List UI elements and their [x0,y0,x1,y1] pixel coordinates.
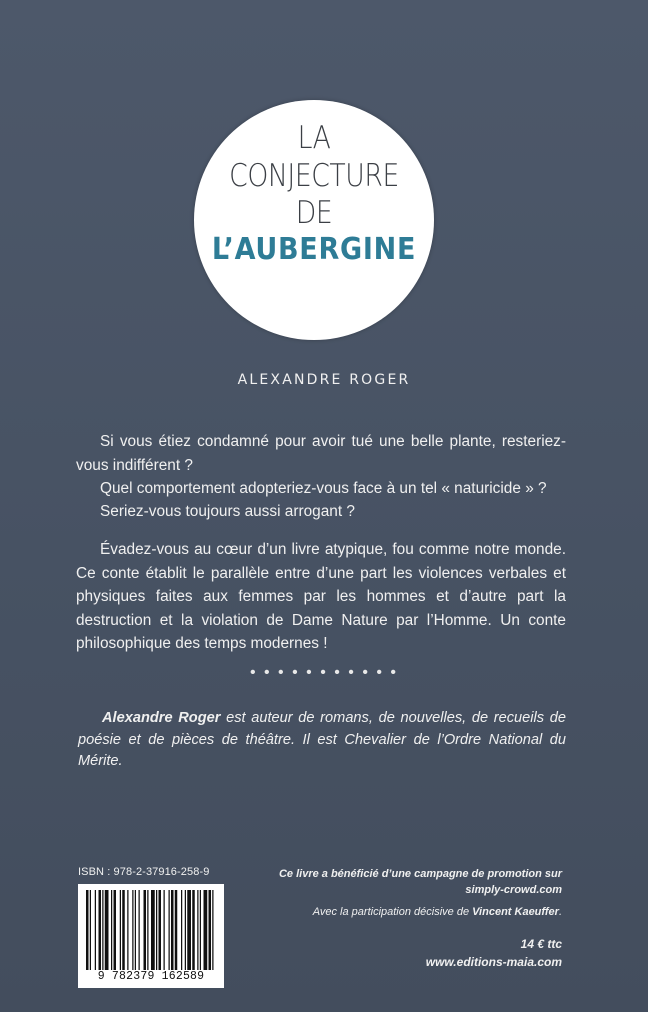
participation-name: Vincent Kaeuffer [472,906,559,918]
title-line-4: L’AUBERGINE [211,232,417,267]
participation-prefix: Avec la participation décisive de [312,906,473,918]
title-line-2: CONJECTURE [229,158,399,194]
barcode-bar [209,890,212,970]
blurb-question-2: Quel comportement adopteriez-vous face à un tel « naturicide » ? [100,480,547,497]
barcode-bar [171,890,174,970]
barcode-bar [169,890,170,970]
blurb-paragraph: Évadez-vous au cœur d’un livre atypique, fou comme notre monde. Ce conte établit le parallèle entre d’une part les violences verbales et physiques faites aux femmes par les hommes et d’autre part la destruction et la violation de Dame Nature par l’Homme. Un conte philosophique des temps modernes ! [76,541,566,652]
promo-line-2: simply-crowd.com [465,884,562,896]
barcode-bar [181,890,182,970]
barcode-bar [187,890,191,970]
barcode-bar [105,890,109,970]
title-circle [194,100,434,340]
blurb-question-3: Seriez-vous toujours aussi arrogant ? [100,503,355,520]
barcode-bar [151,890,155,970]
barcode-bar [197,890,198,970]
barcode-bar [132,890,133,970]
barcode-bar [185,890,186,970]
isbn-label: ISBN : 978-2-37916-258-9 [78,866,210,878]
barcode-bar [102,890,103,970]
barcode-bar [159,890,162,970]
separator-dots: • • • • • • • • • • • [249,664,399,681]
barcode [78,884,224,988]
participation-suffix: . [558,906,562,918]
barcode-bar [111,890,112,970]
title-line-3: DE [295,195,333,231]
barcode-bar [144,890,147,970]
barcode-bar [147,890,148,970]
participation-line [272,904,562,920]
bio-text: est auteur de romans, de nouvelles, de recueils de poésie et de pièces de théâtre. Il est Chevalier de l’Ordre National du Mérite. [78,710,566,769]
barcode-bar [204,890,208,970]
barcode-bar [114,890,117,970]
barcode-bar [139,890,140,970]
barcode-bar [156,890,157,970]
bio-author-name: Alexandre Roger [102,710,221,726]
blurb-question-1: Si vous étiez condamné pour avoir tué une belle plante, resteriez-vous indifférent ? [76,433,566,474]
barcode-bar [120,890,121,970]
barcode-bar [192,890,195,970]
barcode-bar [135,890,136,970]
barcode-bar [99,890,102,970]
barcode-bar [86,890,89,970]
barcode-bar [175,890,178,970]
barcode-bar [164,890,165,970]
price: 14 € ttc [520,937,562,951]
barcode-bar [200,890,201,970]
author-name: ALEXANDRE ROGER [237,372,411,388]
promo-line-1: Ce livre a bénéficié d’une campagne de promotion sur [278,868,562,880]
barcode-bar [95,890,96,970]
author-bio [78,708,566,773]
barcode-bar [127,890,128,970]
barcode-bar [90,890,91,970]
publisher-website: www.editions-maia.com [425,955,562,969]
barcode-digits: 9 782379 162589 [97,970,205,983]
barcode-bar [212,890,213,970]
title-line-1: LA [297,120,331,156]
barcode-bar [122,890,125,970]
